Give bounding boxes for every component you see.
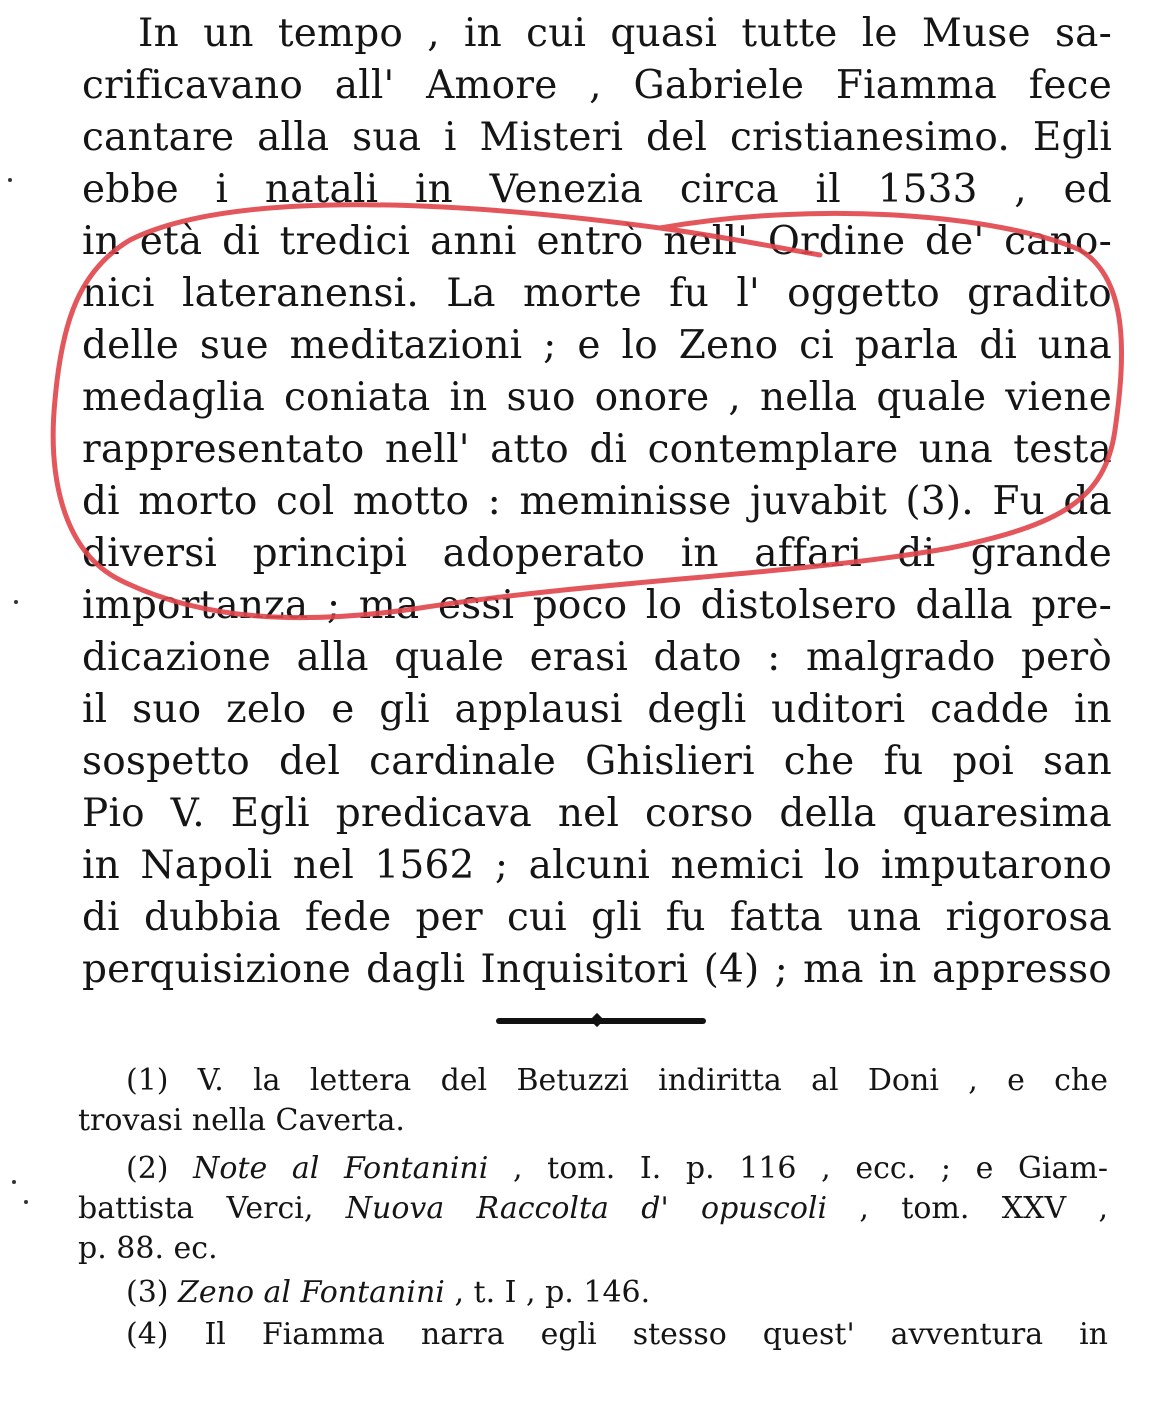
scan-speck: [12, 1180, 16, 1184]
body-line: sospetto del cardinale Ghislieri che fu poi san: [82, 739, 1112, 784]
body-line: nici lateranensi. La morte fu l' oggetto gradito: [82, 271, 1112, 316]
body-line: dicazione alla quale erasi dato : malgrado però: [82, 635, 1112, 680]
body-line: In un tempo , in cui quasi tutte le Muse sa-: [138, 11, 1112, 56]
scan-speck: [24, 1200, 28, 1204]
footnote-2-line-1: [126, 1148, 1108, 1190]
body-line: delle sue meditazioni ; e lo Zeno ci parla di una: [82, 323, 1112, 368]
body-line: in età di tredici anni entrò nell' Ordine de' cano-: [82, 219, 1112, 264]
footnote-3-ref: , t. I , p. 146.: [444, 1275, 651, 1310]
footnote-3-title: Zeno al Fontanini: [178, 1275, 445, 1310]
section-divider: [496, 1018, 706, 1024]
body-line: rappresentato nell' atto di contemplare una testa: [82, 427, 1112, 472]
footnote-2-work: Nuova Raccolta d' opuscoli: [345, 1191, 828, 1226]
body-line: importanza ; ma essi poco lo distolsero dalla pre-: [82, 583, 1112, 628]
scan-speck: [14, 600, 18, 604]
footnote-2-title: Note al Fontanini: [193, 1151, 489, 1186]
body-line: il suo zelo e gli applausi degli uditori cadde in: [82, 687, 1112, 732]
footnote-2-line-3: p. 88. ec.: [78, 1231, 218, 1266]
body-line: diversi principi adoperato in affari di grande: [82, 531, 1112, 576]
footnote-2-number: (2): [126, 1151, 194, 1186]
body-line: di morto col motto : meminisse juvabit (3). Fu da: [82, 479, 1112, 524]
footnote-3-number: (3): [126, 1275, 179, 1310]
body-line: crificavano all' Amore , Gabriele Fiamma fece: [82, 63, 1112, 108]
body-line: ebbe i natali in Venezia circa il 1533 , ed: [82, 167, 1112, 212]
body-line: di dubbia fede per cui gli fu fatta una rigorosa: [82, 895, 1112, 940]
body-line: perquisizione dagli Inquisitori (4) ; ma in appresso: [82, 947, 1112, 992]
body-line: Pio V. Egli predicava nel corso della quaresima: [82, 791, 1112, 836]
footnote-2-volume: , tom. XXV ,: [827, 1191, 1108, 1226]
footnotes: [0, 1060, 1154, 1360]
footnote-2-ref: , tom. I. p. 116 , ecc. ; e Giam-: [488, 1151, 1108, 1186]
footnote-2-line-2: [78, 1188, 1108, 1230]
body-line: in Napoli nel 1562 ; alcuni nemici lo imputarono: [82, 843, 1112, 888]
scan-speck: [8, 178, 12, 182]
body-line: medaglia coniata in suo onore , nella quale viene: [82, 375, 1112, 420]
footnote-4: (4) Il Fiamma narra egli stesso quest' avventura in: [126, 1317, 1108, 1352]
footnote-1-line-1: (1) V. la lettera del Betuzzi indiritta al Doni , e che: [126, 1063, 1108, 1098]
footnote-1-line-2: trovasi nella Caverta.: [78, 1103, 405, 1138]
body-line: cantare alla sua i Misteri del cristianesimo. Egli: [82, 115, 1112, 160]
footnote-3: [126, 1272, 1108, 1314]
footnote-2-author: battista Verci,: [78, 1191, 346, 1226]
